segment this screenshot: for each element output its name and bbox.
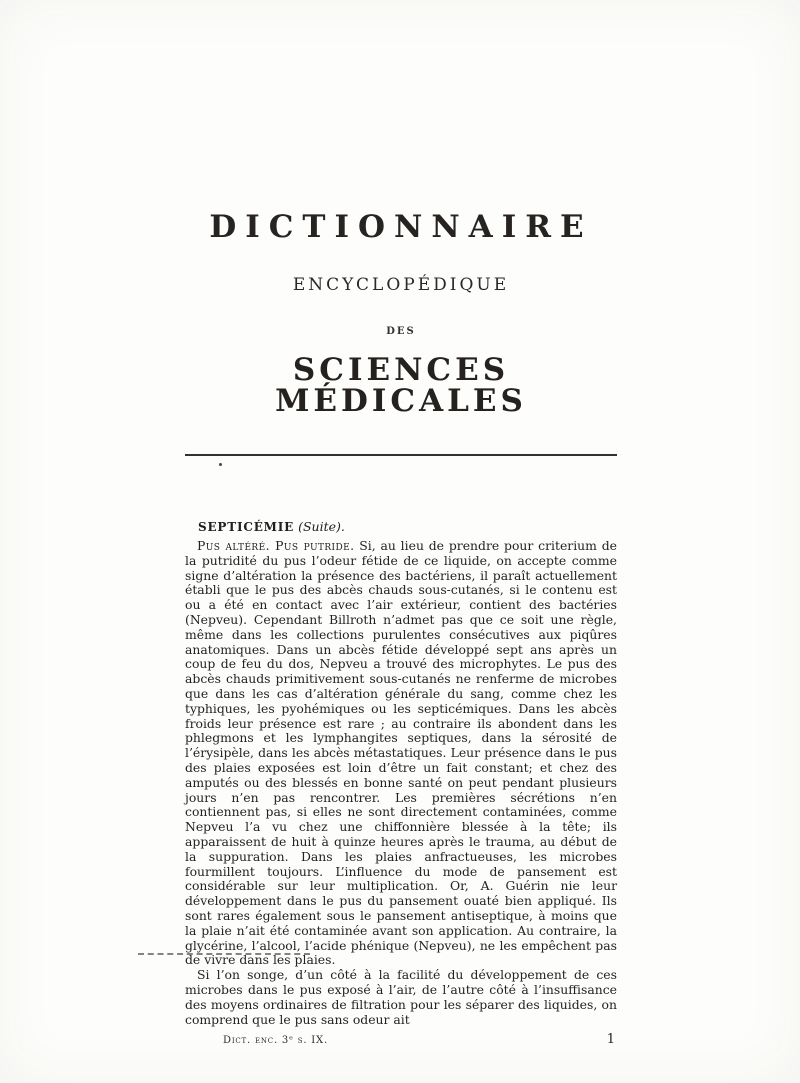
- page-number: 1: [606, 1032, 615, 1048]
- paragraph-text: Si, au lieu de prendre pour criterium de la putridité du pus l’odeur fétide de ce liquide, on accepte comme signe d’altération la présence des bactériens, il paraît actuellement établi que le pus des abcès chauds sous-cutanés, si le contenu est ou a été en contact avec l’air extérieur, contient des bactéries (Nepveu). Cependant Billroth n’admet pas que ce soit une règle, même dans les collections purulentes consécutives aux piqûres anatomiques. Dans un abcès fétide développé sept ans après un coup de feu du dos, Nepveu a trouvé des microphytes. Le pus des abcès chauds primitivement sous-cutanés ne renferme de microbes que dans les cas d’altération générale du sang, comme chez les typhiques, les pyohémiques ou les septicémiques. Dans les abcès froids leur présence est rare ; au contraire ils abondent dans les phlegmons et les lymphangites septiques, dans la sérosité de l’érysipèle, dans les abcès métastatiques. Leur présence dans le pus des plaies exposées est loin d’être un fait constant; et chez des amputés ou des blessés en bonne santé on peut pendant plusieurs jours n’en pas rencontrer. Les premières sécrétions n’en contiennent pas, si elles ne sont directement contaminées, comme Nepveu l’a vu chez une chiffonnière blessée à la tête; ils apparaissent de huit à quinze heures après le trauma, au début de la suppuration. Dans les plaies anfractueuses, les microbes fourmillent toujours. L’influence du mode de pansement est considérable sur leur multiplication. Or, A. Guérin nie leur développement dans le pus du pansement ouaté bien appliqué. Ils sont rares également sous le pansement antiseptique, à moins que la plaie n’ait été contaminée avant son application. Au contraire, la glycérine, l’alcool, l’acide phénique (Nepveu), ne les empêchent pas de vivre dans les plaies.: [185, 538, 618, 968]
- book-title-des: DES: [386, 326, 416, 337]
- entry-title: SEPTICÉMIE: [198, 520, 295, 534]
- paragraph-lead-smallcaps: Pus altéré. Pus putride.: [197, 538, 355, 553]
- scan-speck-artifact: [219, 463, 222, 466]
- book-title-sciences-medicales: SCIENCES MÉDICALES: [275, 352, 527, 419]
- text-column: [185, 0, 617, 1047]
- book-title-encyclopedique: ENCYCLOPÉDIQUE: [292, 275, 510, 295]
- entry-heading-line: [185, 519, 617, 535]
- page-footer: [185, 1032, 617, 1047]
- title-block: [185, 209, 617, 456]
- paragraph-si-lon-songe: Si l’on songe, d’un côté à la facilité du développement de ces microbes dans le pus exposé à l’air, de l’autre côté à l’insuffisance des moyens ordinaires de filtration pour les séparer des liquides, on comprend que le pus sans odeur ait: [185, 967, 617, 1027]
- article-body: [185, 519, 617, 1047]
- printer-signature: Dict. enc. 3ᵉ s. IX.: [223, 1035, 328, 1047]
- paragraph-pus-altere: [185, 539, 617, 968]
- entry-suite-label: (Suite).: [298, 519, 345, 534]
- scan-dashed-line-artifact: [138, 953, 310, 955]
- book-title-dictionnaire: DICTIONNAIRE: [209, 209, 593, 245]
- title-divider-rule: [185, 454, 617, 456]
